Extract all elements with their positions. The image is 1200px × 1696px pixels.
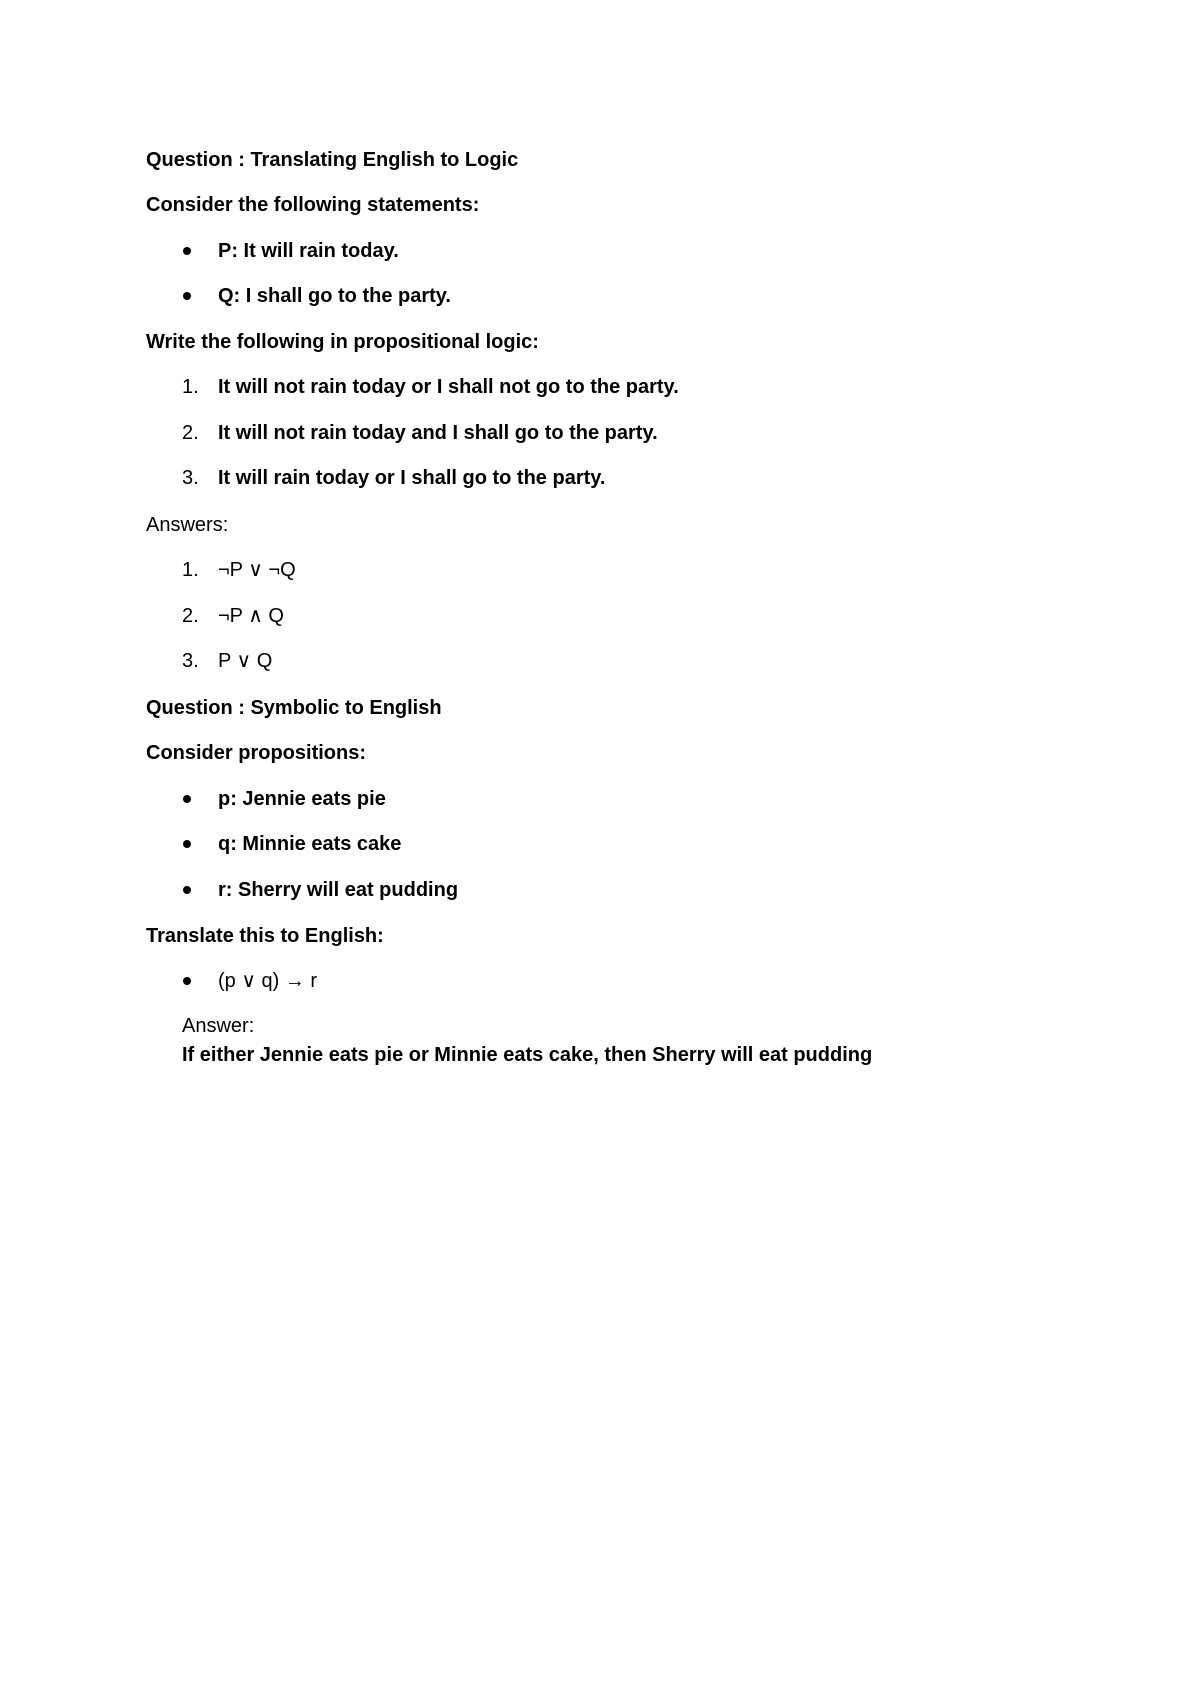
item-number: 2. bbox=[182, 422, 199, 444]
item-text: It will not rain today and I shall go to the party. bbox=[218, 422, 658, 444]
item-text: It will not rain today or I shall not go to the party. bbox=[218, 376, 679, 398]
proposition-text: p: Jennie eats pie bbox=[218, 788, 386, 810]
item-number: 3. bbox=[182, 650, 199, 672]
question-1-instruction: Write the following in propositional logic: bbox=[146, 331, 539, 353]
item-number: 2. bbox=[182, 605, 199, 627]
bullet-icon bbox=[183, 886, 191, 894]
item-number: 1. bbox=[182, 376, 199, 398]
bullet-icon bbox=[183, 247, 191, 255]
formula-text: (p ∨ q) → r bbox=[218, 970, 318, 992]
proposition-text: q: Minnie eats cake bbox=[218, 833, 402, 855]
answer-formula: ¬P ∧ Q bbox=[218, 605, 284, 627]
bullet-icon bbox=[183, 840, 191, 848]
answer-text: If either Jennie eats pie or Minnie eats cake, then Sherry will eat pudding bbox=[182, 1044, 873, 1066]
proposition-text: r: Sherry will eat pudding bbox=[218, 879, 459, 901]
bullet-icon bbox=[183, 292, 191, 300]
question-2-intro: Consider propositions: bbox=[146, 742, 366, 764]
question-2-title: Question : Symbolic to English bbox=[146, 697, 442, 719]
answer-formula: ¬P ∨ ¬Q bbox=[218, 559, 296, 581]
statement-text: Q: I shall go to the party. bbox=[218, 285, 451, 307]
item-number: 1. bbox=[182, 559, 199, 581]
statement-text: P: It will rain today. bbox=[218, 240, 399, 262]
item-text: It will rain today or I shall go to the party. bbox=[218, 467, 606, 489]
question-1-title: Question : Translating English to Logic bbox=[146, 149, 519, 171]
answer-label: Answer: bbox=[182, 1015, 255, 1037]
answers-label: Answers: bbox=[146, 514, 229, 536]
answer-formula: P ∨ Q bbox=[218, 650, 273, 672]
bullet-icon bbox=[183, 795, 191, 803]
question-2-instruction: Translate this to English: bbox=[146, 925, 384, 947]
item-number: 3. bbox=[182, 467, 199, 489]
bullet-icon bbox=[183, 977, 191, 985]
question-1-intro: Consider the following statements: bbox=[146, 194, 480, 216]
